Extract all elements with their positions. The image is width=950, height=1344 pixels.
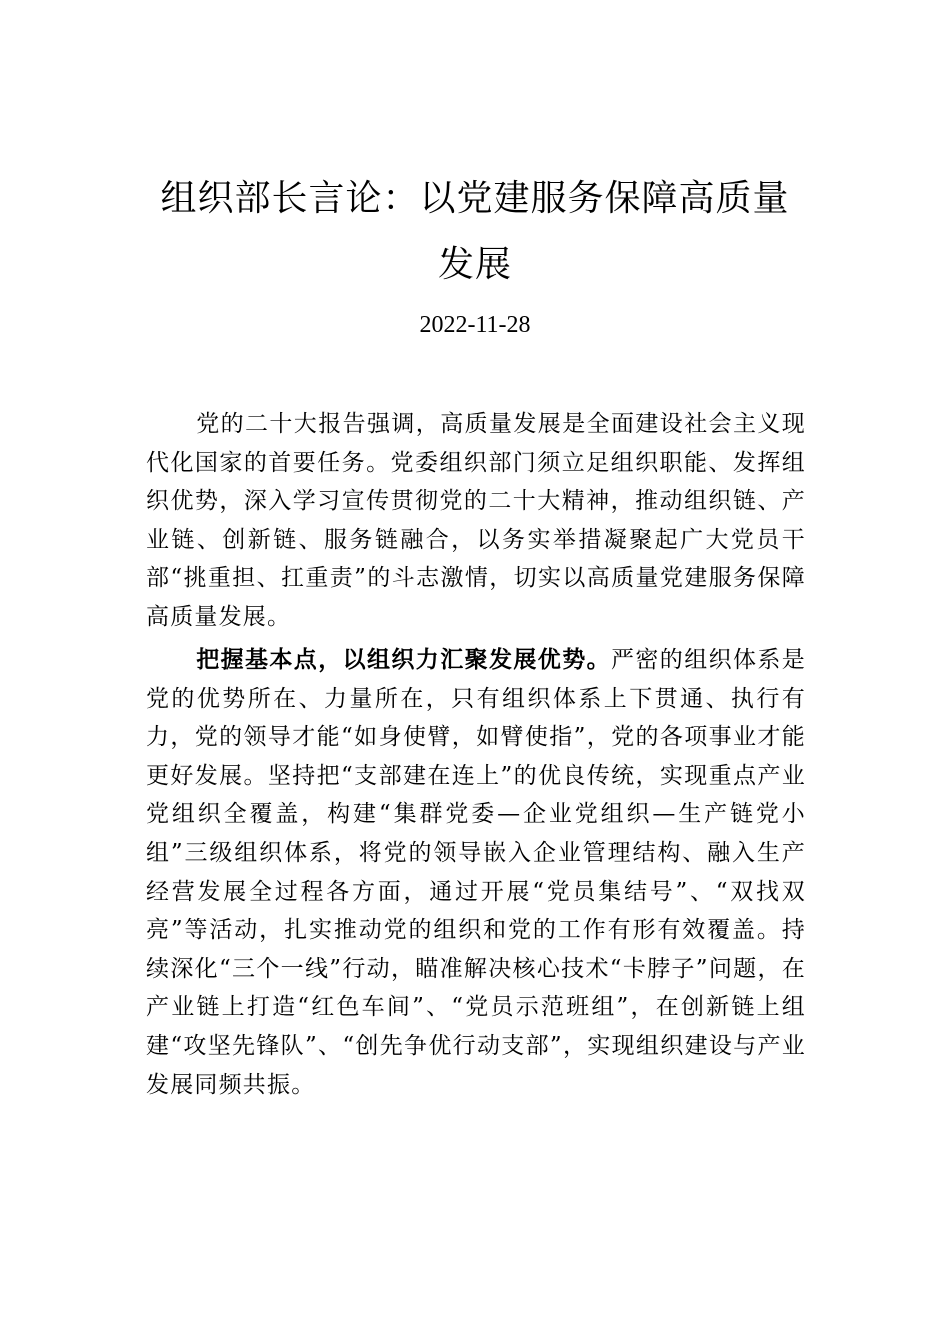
paragraph-1 <box>146 405 806 637</box>
article-title-line-1: 组织部长言论：以党建服务保障高质量 <box>160 178 790 219</box>
article-date: 2022-11-28 <box>419 312 531 338</box>
paragraph-2-text: 严密的组织体系是党的优势所在、力量所在，只有组织体系上下贯通、执行有力，党的领导才能“如身使臂，如臂使指”，党的各项事业才能更好发展。坚持把“支部建在连上”的优良传统，实现重点产业党组织全覆盖，构建“集群党委—企业党组织—生产链党小组”三级组织体系，将党的领导嵌入企业管理结构、融入生产经营发展全过程各方面，通过开展“党员集结号”、“双找双亮”等活动，扎实推动党的组织和党的工作有形有效覆盖。持续深化“三个一线”行动，瞄准解决核心技术“卡脖子”问题，在产业链上打造“红色车间”、“党员示范班组”，在创新链上组建“攻坚先锋队”、“创先争优行动支部”，实现组织建设与产业发展同频共振。 <box>146 647 806 1098</box>
paragraph-2-lead-heading: 把握基本点，以组织力汇聚发展优势。 <box>196 646 611 673</box>
paragraph-1-text: 党的二十大报告强调，高质量发展是全面建设社会主义现代化国家的首要任务。党委组织部门须立足组织职能、发挥组织优势，深入学习宣传贯彻党的二十大精神，推动组织链、产业链、创新链、服务链融合，以务实举措凝聚起广大党员干部“挑重担、扛重责”的斗志激情，切实以高质量党建服务保障高质量发展。 <box>146 411 806 630</box>
article-title-line-2: 发展 <box>437 244 512 285</box>
paragraph-2 <box>146 641 806 1104</box>
